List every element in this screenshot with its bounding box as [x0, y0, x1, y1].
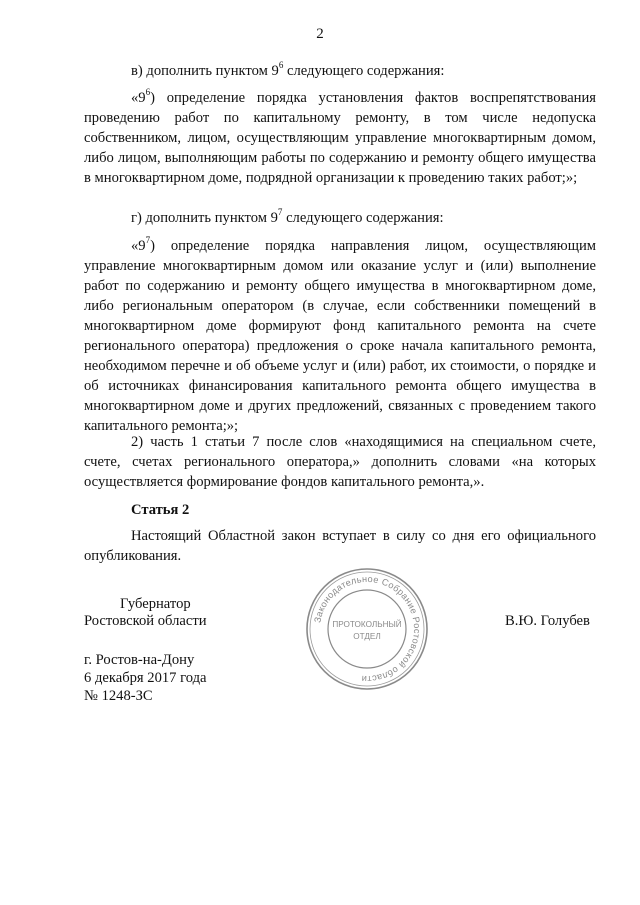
item-2-paragraph	[84, 432, 596, 492]
seal-outer-ring	[307, 569, 427, 689]
item-g-prefix: г) дополнить пунктом 9	[131, 210, 278, 226]
signer-title-line1: Губернатор	[120, 596, 191, 612]
article-2-heading-block	[84, 500, 596, 520]
signer-name: В.Ю. Голубев	[505, 613, 590, 629]
item-2-text: 2) часть 1 статьи 7 после слов «находящимися на специальном счете, счете, счетах регионального оператора,» дополнить словами «на которых осуществляется формирование фондов капитального ремонта,».	[84, 434, 596, 490]
seal-center-line2: ОТДЕЛ	[353, 632, 381, 641]
item-v-suffix: следующего содержания:	[283, 63, 445, 79]
issue-date: 6 декабря 2017 года	[84, 670, 207, 686]
item-g-suffix: следующего содержания:	[282, 210, 444, 226]
law-number: № 1248-ЗС	[84, 688, 153, 704]
item-v-text-sup: 6	[145, 87, 151, 98]
seal-ring-text: Законодательное Собрание Ростовской области	[312, 573, 423, 685]
item-v-prefix: в) дополнить пунктом 9	[131, 63, 279, 79]
item-g-body: ) определение порядка направления лицом, осуществляющим управление многоквартирным домом или оказание услуг и (или) выполнение работ по содержанию и ремонту общего имущества в многоквартирном доме, либо региональным оператором (в случае, если собственники помещений в многоквартирном доме формируют фонд капитального ремонта на счете регионального оператора) предложения о сроке начала капитального ремонта, необходимом перечне и об объеме услуг и (или) работ, их стоимости, о порядке и об источниках финансирования капитального ремонта общего имущества в многоквартирном доме и других предложений, связанных с проведением такого капитального ремонта;»;	[84, 238, 596, 434]
item-v-intro	[84, 61, 596, 81]
item-g-paragraph	[84, 236, 596, 436]
article-2-text: Настоящий Областной закон вступает в силу со дня его официального опубликования.	[84, 528, 596, 564]
signer-title-line2: Ростовской области	[84, 613, 207, 629]
item-g-intro	[84, 208, 596, 228]
item-v-sup: 6	[278, 60, 284, 71]
seal-outer-ring-inner	[310, 572, 424, 686]
item-g-text-sup: 7	[145, 235, 151, 246]
seal-inner-ring	[328, 590, 406, 668]
article-2-heading: Статья 2	[131, 502, 190, 518]
page-number: 2	[316, 26, 324, 42]
article-2-paragraph	[84, 526, 596, 566]
item-v-body: ) определение порядка установления фактов воспрепятствования проведению работ по капитальному ремонту, в том числе недопуска собственником, лицом, осуществляющим управление многоквартирным домом, либо лицом, выполняющим работы по содержанию и ремонту общего имущества в многоквартирном доме, подрядной организации к проведению таких работ;»;	[84, 90, 596, 186]
issue-city: г. Ростов-на-Дону	[84, 652, 195, 668]
item-g-open: «9	[131, 238, 146, 254]
seal-center-line1: ПРОТОКОЛЬНЫЙ	[332, 620, 402, 629]
item-g-sup: 7	[277, 207, 283, 218]
item-v-paragraph	[84, 88, 596, 188]
item-v-open: «9	[131, 90, 146, 106]
official-seal-stamp	[304, 566, 430, 692]
